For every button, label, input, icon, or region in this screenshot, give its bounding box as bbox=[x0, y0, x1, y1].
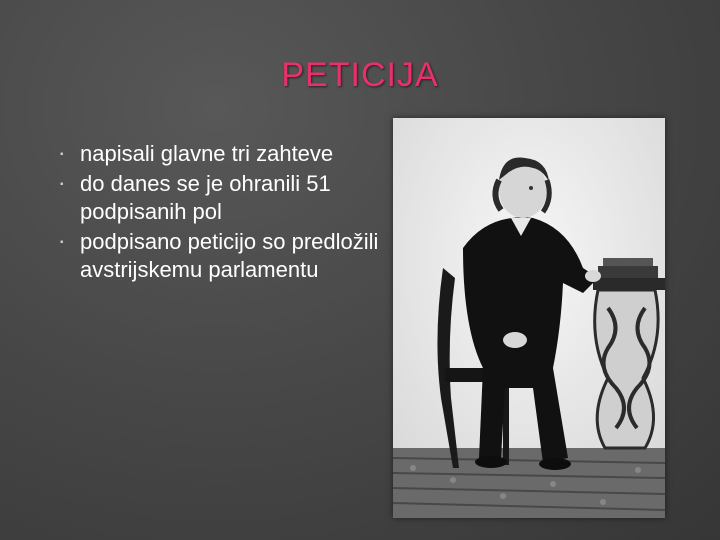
bullet-item bbox=[60, 140, 380, 168]
slide-title-text: PETICIJA bbox=[281, 56, 439, 94]
bullet-dot-icon: ▪ bbox=[60, 179, 64, 190]
bullet-item bbox=[60, 170, 380, 226]
bullet-text: napisali glavne tri zahteve bbox=[80, 141, 334, 166]
bullet-text: do danes se je ohranili 51 podpisanih pol bbox=[80, 171, 331, 224]
bullet-dot-icon: ▪ bbox=[60, 149, 64, 160]
slide-title bbox=[0, 56, 720, 95]
bullet-text: podpisano peticijo so predložili avstrijskemu parlamentu bbox=[80, 229, 379, 282]
bullet-dot-icon: ▪ bbox=[60, 237, 64, 248]
portrait-photo bbox=[393, 118, 665, 518]
bullet-list bbox=[60, 140, 380, 286]
portrait-illustration bbox=[393, 118, 665, 518]
bullet-item bbox=[60, 228, 380, 284]
